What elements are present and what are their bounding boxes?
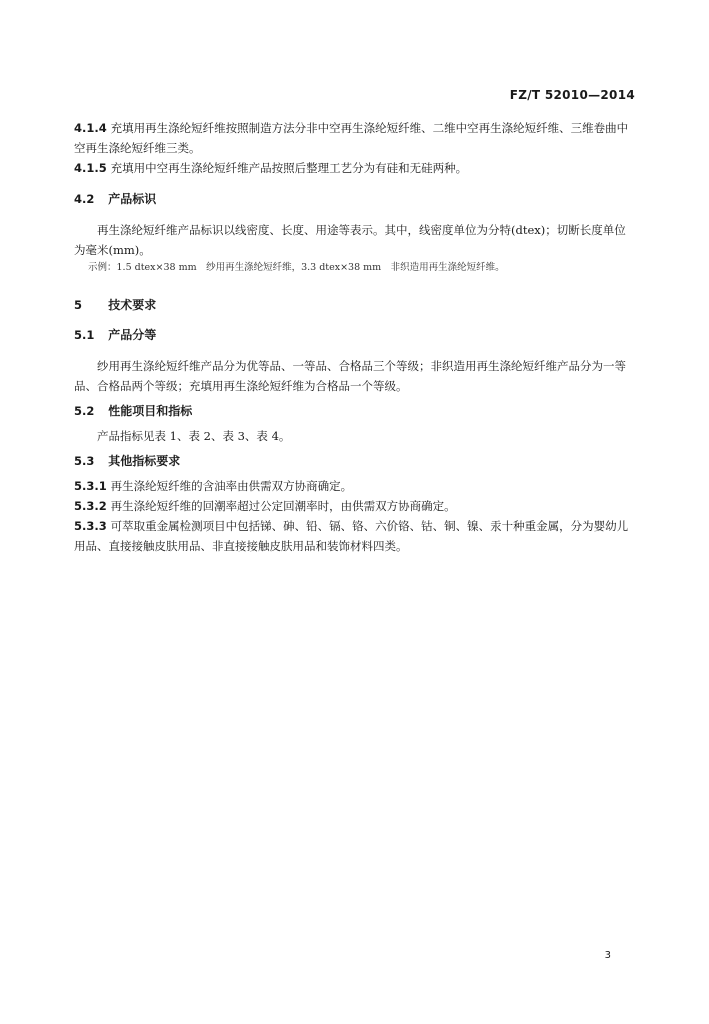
clause-4-1-4 (74, 118, 636, 158)
example-note: 示例：1.5 dtex×38 mm 纱用再生涤纶短纤维，3.3 dtex×38 mm 非织造用再生涤纶短纤维。 (88, 262, 505, 273)
heading-number: 4.2 (74, 192, 95, 206)
paragraph-product-identification: 再生涤纶短纤维产品标识以线密度、长度、用途等表示。其中，线密度单位为分特(dtex)；切断长度单位为毫米(mm)。 (74, 223, 626, 257)
clause-number: 4.1.5 (74, 161, 107, 175)
clause-5-3-3 (74, 516, 636, 556)
clause-number: 5.3.2 (74, 499, 107, 513)
clause-text: 再生涤纶短纤维的回潮率超过公定回潮率时，由供需双方协商确定。 (110, 499, 456, 513)
clause-number: 5.3.1 (74, 479, 107, 493)
clause-text: 可萃取重金属检测项目中包括锑、砷、铅、镉、铬、六价铬、钴、铜、镍、汞十种重金属，分为婴幼儿用品、直接接触皮肤用品、非直接接触皮肤用品和装饰材料四类。 (74, 519, 629, 553)
heading-5 (74, 296, 636, 314)
heading-number: 5 (74, 298, 83, 312)
clause-number: 4.1.4 (74, 121, 107, 135)
heading-number: 5.3 (74, 454, 95, 468)
clause-text: 再生涤纶短纤维的含油率由供需双方协商确定。 (110, 479, 353, 493)
heading-number: 5.1 (74, 328, 95, 342)
heading-title: 性能项目和指标 (108, 404, 193, 418)
heading-title: 其他指标要求 (108, 454, 181, 468)
heading-number: 5.2 (74, 404, 95, 418)
clause-number: 5.3.3 (74, 519, 107, 533)
paragraph-product-grading: 纱用再生涤纶短纤维产品分为优等品、一等品、合格品三个等级；非织造用再生涤纶短纤维产品分为一等品、合格品两个等级；充填用再生涤纶短纤维为合格品一个等级。 (74, 359, 626, 393)
paragraph-performance-items: 产品指标见表 1、表 2、表 3、表 4。 (97, 429, 291, 443)
heading-title: 产品标识 (108, 192, 157, 206)
clause-text: 充填用再生涤纶短纤维按照制造方法分非中空再生涤纶短纤维、二维中空再生涤纶短纤维、三维卷曲中空再生涤纶短纤维三类。 (74, 121, 629, 155)
heading-title: 技术要求 (108, 298, 157, 312)
clause-5-3-1 (74, 476, 636, 496)
heading-title: 产品分等 (108, 328, 157, 342)
clause-4-1-5 (74, 158, 636, 178)
heading-5-3 (74, 452, 636, 470)
page-number: 3 (604, 950, 611, 961)
heading-5-2 (74, 402, 636, 420)
document-body (74, 118, 636, 556)
clause-text: 充填用中空再生涤纶短纤维产品按照后整理工艺分为有硅和无硅两种。 (110, 161, 468, 175)
heading-5-1 (74, 326, 636, 344)
clause-5-3-2 (74, 496, 636, 516)
standard-code: FZ/T 52010—2014 (509, 88, 635, 102)
heading-4-2 (74, 190, 636, 208)
